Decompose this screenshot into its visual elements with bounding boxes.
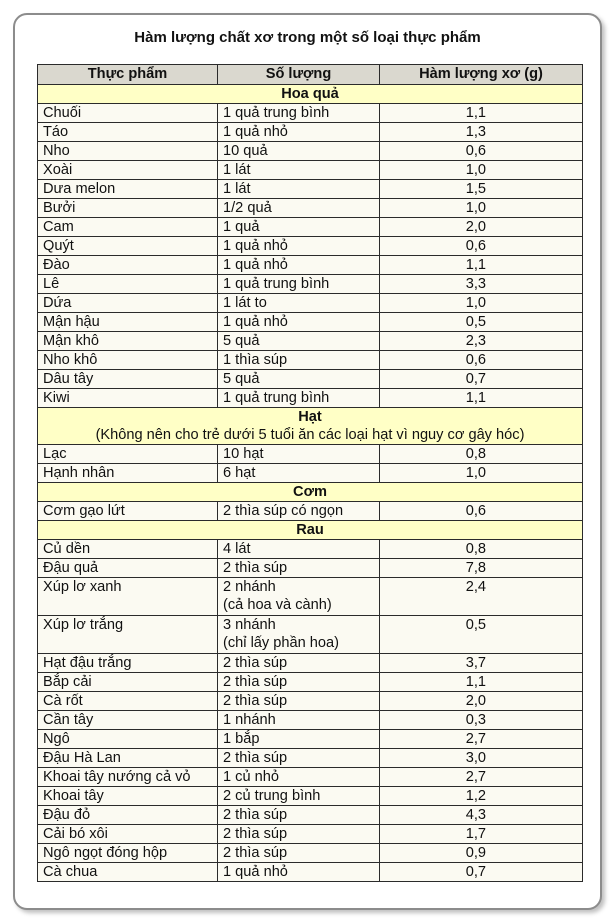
food-cell: Mận hậu bbox=[38, 313, 218, 332]
amount-cell bbox=[218, 294, 380, 313]
amount-text: 2 thìa súp bbox=[223, 674, 288, 690]
amount-text: 2 thìa súp bbox=[223, 655, 288, 671]
food-cell: Cam bbox=[38, 218, 218, 237]
table-row bbox=[38, 104, 583, 123]
amount-text: 1/2 quả bbox=[223, 200, 272, 216]
amount-cell bbox=[218, 180, 380, 199]
amount-cell bbox=[218, 161, 380, 180]
table-row bbox=[38, 351, 583, 370]
table-row bbox=[38, 540, 583, 559]
table-row bbox=[38, 180, 583, 199]
amount-cell bbox=[218, 142, 380, 161]
fiber-cell: 1,2 bbox=[380, 787, 583, 806]
amount-cell bbox=[218, 256, 380, 275]
fiber-cell: 0,8 bbox=[380, 445, 583, 464]
food-cell: Đậu đỏ bbox=[38, 806, 218, 825]
amount-cell bbox=[218, 768, 380, 787]
table-row bbox=[38, 863, 583, 882]
food-cell: Cà chua bbox=[38, 863, 218, 882]
amount-cell bbox=[218, 464, 380, 483]
table-row bbox=[38, 730, 583, 749]
table-row bbox=[38, 313, 583, 332]
table-row bbox=[38, 237, 583, 256]
fiber-cell: 0,7 bbox=[380, 370, 583, 389]
food-cell: Cà rốt bbox=[38, 692, 218, 711]
fiber-cell: 7,8 bbox=[380, 559, 583, 578]
food-cell: Cơm gạo lứt bbox=[38, 502, 218, 521]
food-cell: Hạnh nhân bbox=[38, 464, 218, 483]
table-row bbox=[38, 142, 583, 161]
fiber-cell: 2,0 bbox=[380, 218, 583, 237]
table-row bbox=[38, 218, 583, 237]
amount-text: 1 quả trung bình bbox=[223, 276, 330, 292]
amount-cell bbox=[218, 313, 380, 332]
table-row bbox=[38, 825, 583, 844]
amount-text: 2 thìa súp có ngọn bbox=[223, 503, 344, 519]
section-row bbox=[38, 408, 583, 445]
amount-text: 5 quả bbox=[223, 333, 260, 349]
food-cell: Bắp cải bbox=[38, 673, 218, 692]
fiber-cell: 1,0 bbox=[380, 464, 583, 483]
food-cell: Ngô ngọt đóng hộp bbox=[38, 844, 218, 863]
amount-cell bbox=[218, 275, 380, 294]
amount-text: 1 bắp bbox=[223, 731, 260, 747]
amount-text: 4 lát bbox=[223, 541, 251, 557]
fiber-cell: 0,5 bbox=[380, 616, 583, 654]
table-frame bbox=[13, 13, 602, 910]
fiber-cell: 1,1 bbox=[380, 673, 583, 692]
section-name: Hoa quả bbox=[281, 86, 339, 102]
table-row bbox=[38, 275, 583, 294]
amount-detail: (cả hoa và cành) bbox=[223, 597, 332, 613]
food-cell: Khoai tây bbox=[38, 787, 218, 806]
table-row bbox=[38, 749, 583, 768]
amount-cell bbox=[218, 863, 380, 882]
section-name: Rau bbox=[296, 522, 324, 538]
food-cell: Hạt đậu trắng bbox=[38, 654, 218, 673]
amount-text: 1 lát bbox=[223, 162, 251, 178]
amount-text: 1 quả nhỏ bbox=[223, 238, 288, 254]
food-cell: Lê bbox=[38, 275, 218, 294]
amount-cell bbox=[218, 123, 380, 142]
fiber-cell: 2,7 bbox=[380, 768, 583, 787]
table-row bbox=[38, 123, 583, 142]
amount-text: 1 lát bbox=[223, 181, 251, 197]
amount-text: 1 nhánh bbox=[223, 712, 276, 728]
header-amount: Số lượng bbox=[218, 65, 380, 85]
fiber-cell: 0,6 bbox=[380, 502, 583, 521]
table-body bbox=[38, 85, 583, 882]
food-cell: Xúp lơ xanh bbox=[38, 578, 218, 616]
amount-cell bbox=[218, 389, 380, 408]
table-row bbox=[38, 711, 583, 730]
fiber-cell: 2,4 bbox=[380, 578, 583, 616]
food-cell: Kiwi bbox=[38, 389, 218, 408]
amount-text: 1 thìa súp bbox=[223, 352, 288, 368]
food-cell: Đào bbox=[38, 256, 218, 275]
amount-cell bbox=[218, 616, 380, 654]
amount-cell bbox=[218, 199, 380, 218]
fiber-cell: 1,3 bbox=[380, 123, 583, 142]
fiber-cell: 1,1 bbox=[380, 104, 583, 123]
amount-cell bbox=[218, 218, 380, 237]
amount-cell bbox=[218, 825, 380, 844]
section-title bbox=[38, 483, 583, 502]
food-cell: Xúp lơ trắng bbox=[38, 616, 218, 654]
fiber-cell: 2,7 bbox=[380, 730, 583, 749]
food-cell: Ngô bbox=[38, 730, 218, 749]
fiber-cell: 0,7 bbox=[380, 863, 583, 882]
amount-cell bbox=[218, 540, 380, 559]
table-row bbox=[38, 161, 583, 180]
food-cell: Khoai tây nướng cả vỏ bbox=[38, 768, 218, 787]
amount-cell bbox=[218, 692, 380, 711]
food-cell: Củ dền bbox=[38, 540, 218, 559]
fiber-cell: 1,1 bbox=[380, 256, 583, 275]
food-cell: Dứa bbox=[38, 294, 218, 313]
amount-text: 2 củ trung bình bbox=[223, 788, 321, 804]
header-fiber: Hàm lượng xơ (g) bbox=[380, 65, 583, 85]
amount-text: 5 quả bbox=[223, 371, 260, 387]
section-row bbox=[38, 521, 583, 540]
amount-cell bbox=[218, 370, 380, 389]
table-row bbox=[38, 806, 583, 825]
fiber-cell: 1,7 bbox=[380, 825, 583, 844]
amount-cell bbox=[218, 237, 380, 256]
food-cell: Mận khô bbox=[38, 332, 218, 351]
amount-text: 1 quả bbox=[223, 219, 260, 235]
fiber-cell: 1,0 bbox=[380, 294, 583, 313]
section-row bbox=[38, 483, 583, 502]
fiber-cell: 0,6 bbox=[380, 142, 583, 161]
amount-cell bbox=[218, 711, 380, 730]
amount-text: 10 hạt bbox=[223, 446, 264, 462]
table-row bbox=[38, 559, 583, 578]
amount-cell bbox=[218, 332, 380, 351]
amount-text: 2 thìa súp bbox=[223, 560, 288, 576]
table-row bbox=[38, 445, 583, 464]
amount-text: 1 quả trung bình bbox=[223, 105, 330, 121]
table-row bbox=[38, 578, 583, 616]
table-row bbox=[38, 370, 583, 389]
food-cell: Dưa melon bbox=[38, 180, 218, 199]
section-name: Cơm bbox=[293, 484, 327, 500]
section-row bbox=[38, 85, 583, 104]
table-row bbox=[38, 768, 583, 787]
table-row bbox=[38, 464, 583, 483]
section-title bbox=[38, 85, 583, 104]
food-cell: Dâu tây bbox=[38, 370, 218, 389]
fiber-cell: 4,3 bbox=[380, 806, 583, 825]
amount-cell bbox=[218, 104, 380, 123]
fiber-cell: 1,1 bbox=[380, 389, 583, 408]
amount-text: 1 quả nhỏ bbox=[223, 124, 288, 140]
food-cell: Chuối bbox=[38, 104, 218, 123]
food-cell: Nho khô bbox=[38, 351, 218, 370]
food-cell: Cải bó xôi bbox=[38, 825, 218, 844]
amount-cell bbox=[218, 806, 380, 825]
amount-text: 1 củ nhỏ bbox=[223, 769, 279, 785]
table-row bbox=[38, 787, 583, 806]
food-cell: Đậu Hà Lan bbox=[38, 749, 218, 768]
fiber-cell: 0,5 bbox=[380, 313, 583, 332]
fiber-cell: 3,0 bbox=[380, 749, 583, 768]
amount-cell bbox=[218, 749, 380, 768]
amount-text: 2 thìa súp bbox=[223, 750, 288, 766]
header-food: Thực phẩm bbox=[38, 65, 218, 85]
amount-text: 10 quả bbox=[223, 143, 268, 159]
amount-text: 1 quả trung bình bbox=[223, 390, 330, 406]
fiber-cell: 2,0 bbox=[380, 692, 583, 711]
amount-text: 3 nhánh bbox=[223, 617, 276, 633]
amount-cell bbox=[218, 673, 380, 692]
amount-text: 2 thìa súp bbox=[223, 845, 288, 861]
fiber-cell: 0,8 bbox=[380, 540, 583, 559]
amount-text: 2 thìa súp bbox=[223, 826, 288, 842]
fiber-cell: 0,9 bbox=[380, 844, 583, 863]
table-row bbox=[38, 616, 583, 654]
food-cell: Xoài bbox=[38, 161, 218, 180]
food-cell: Cần tây bbox=[38, 711, 218, 730]
section-title bbox=[38, 521, 583, 540]
amount-text: 1 quả nhỏ bbox=[223, 257, 288, 273]
fiber-cell: 1,0 bbox=[380, 199, 583, 218]
fiber-cell: 0,6 bbox=[380, 351, 583, 370]
amount-text: 6 hạt bbox=[223, 465, 256, 481]
table-row bbox=[38, 294, 583, 313]
page-title: Hàm lượng chất xơ trong một số loại thực phẩm bbox=[134, 29, 481, 46]
table-row bbox=[38, 502, 583, 521]
amount-cell bbox=[218, 502, 380, 521]
amount-text: 2 nhánh bbox=[223, 579, 276, 595]
food-cell: Lạc bbox=[38, 445, 218, 464]
section-note: (Không nên cho trẻ dưới 5 tuổi ăn các loại hạt vì nguy cơ gây hóc) bbox=[95, 427, 525, 443]
table-row bbox=[38, 673, 583, 692]
fiber-cell: 3,7 bbox=[380, 654, 583, 673]
fiber-cell: 3,3 bbox=[380, 275, 583, 294]
amount-text: 1 lát to bbox=[223, 295, 267, 311]
table-row bbox=[38, 692, 583, 711]
fiber-cell: 1,5 bbox=[380, 180, 583, 199]
fiber-table bbox=[37, 64, 583, 882]
table-row bbox=[38, 256, 583, 275]
food-cell: Quýt bbox=[38, 237, 218, 256]
table-row bbox=[38, 844, 583, 863]
section-name: Hạt bbox=[298, 409, 322, 425]
table-row bbox=[38, 332, 583, 351]
food-cell: Táo bbox=[38, 123, 218, 142]
fiber-cell: 0,3 bbox=[380, 711, 583, 730]
food-cell: Đậu quả bbox=[38, 559, 218, 578]
table-row bbox=[38, 199, 583, 218]
fiber-cell: 2,3 bbox=[380, 332, 583, 351]
fiber-cell: 0,6 bbox=[380, 237, 583, 256]
fiber-cell: 1,0 bbox=[380, 161, 583, 180]
amount-cell bbox=[218, 559, 380, 578]
table-row bbox=[38, 389, 583, 408]
amount-cell bbox=[218, 844, 380, 863]
amount-cell bbox=[218, 787, 380, 806]
amount-cell bbox=[218, 730, 380, 749]
amount-text: 2 thìa súp bbox=[223, 693, 288, 709]
amount-cell bbox=[218, 654, 380, 673]
amount-cell bbox=[218, 445, 380, 464]
table-row bbox=[38, 654, 583, 673]
amount-cell bbox=[218, 578, 380, 616]
section-title bbox=[38, 408, 583, 445]
amount-detail: (chỉ lấy phần hoa) bbox=[223, 635, 340, 651]
food-cell: Nho bbox=[38, 142, 218, 161]
amount-text: 2 thìa súp bbox=[223, 807, 288, 823]
amount-cell bbox=[218, 351, 380, 370]
header-row bbox=[38, 65, 583, 85]
amount-text: 1 quả nhỏ bbox=[223, 314, 288, 330]
food-cell: Bưởi bbox=[38, 199, 218, 218]
amount-text: 1 quả nhỏ bbox=[223, 864, 288, 880]
